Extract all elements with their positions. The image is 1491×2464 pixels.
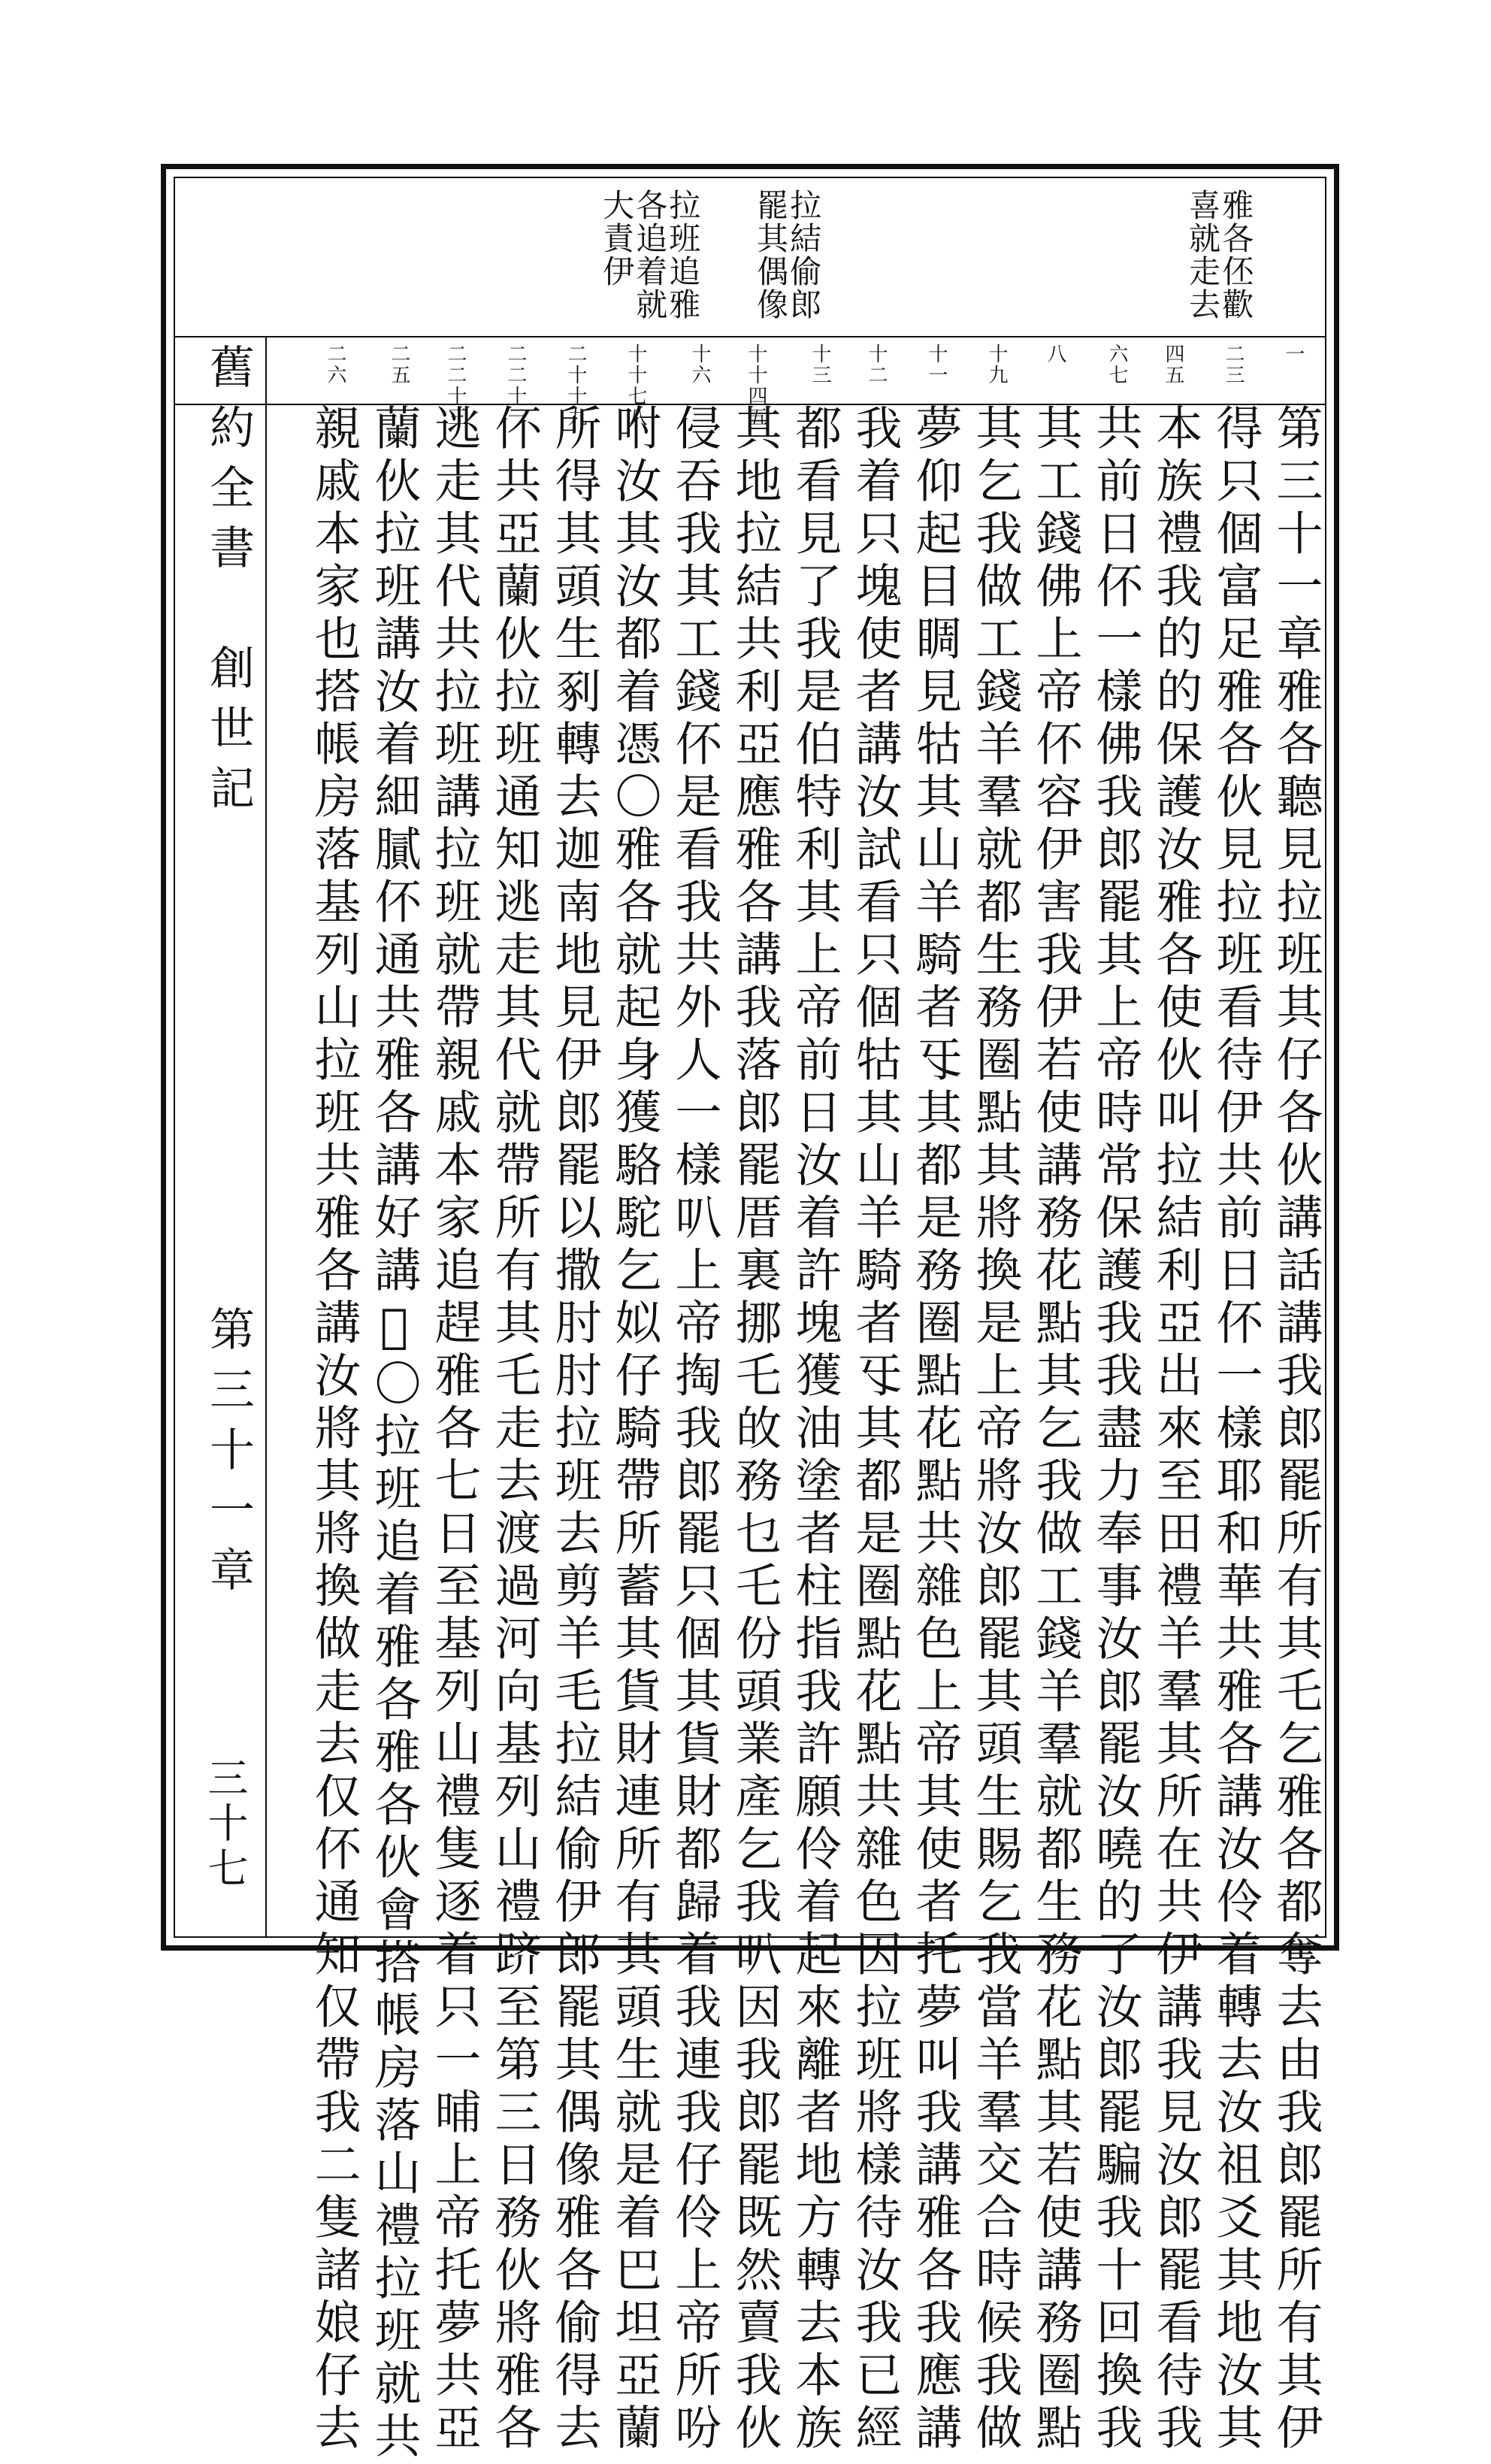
text-column-7: 夢仰起目睭見牯其山羊騎者㸦其都是務圈點花點共雜色上帝其使者托夢叫我講雅各我應講 xyxy=(908,404,963,2456)
text-column-8: 我着只塊使者講汝試看只個牯其山羊騎者㸦其都是圈點花點共雜色因拉班將樣待汝我已經 xyxy=(848,404,903,2456)
verse-number: 一 xyxy=(1282,344,1305,365)
main-text-body xyxy=(175,404,1325,2464)
text-column-6: 其乞我做工錢羊羣就都生務圈點其將換是上帝將汝郎罷其頭生賜乞我當羊羣交合時候我做 xyxy=(968,404,1023,2456)
verse-number: 二二十一 xyxy=(504,344,527,428)
verse-number-band xyxy=(175,336,1325,428)
text-column-9: 都看見了我是伯特利其上帝前日汝着許塊獲油塗者柱指我許願伶着起來離者地方轉去本族 xyxy=(788,404,842,2456)
margin-note-2: 拉結偷郎 罷其偶像 xyxy=(752,189,823,321)
verse-number: 二十十九 xyxy=(564,344,587,428)
text-column-4: 共前日伓一樣佛我郎罷其上帝時常保護我我盡力奉事汝郎罷汝曉的了汝郎罷騙我十回換我 xyxy=(1088,404,1143,2456)
margin-note-3: 拉班追雅 各追着就 大責伊 xyxy=(598,189,702,321)
text-column-12: 咐汝其汝都着憑〇雅各就起身獲駱駝乞姒仔騎帶所蓄其貨財連所有其頭生就是着巴坦亞蘭 xyxy=(607,404,662,2456)
page-frame xyxy=(161,164,1339,2464)
text-column-14: 伓共亞蘭伙拉班通知逃走其代就帶所有其乇走去渡過河向基列山禮跻至第三日務伙將雅各 xyxy=(487,404,542,2456)
frame-inner xyxy=(174,177,1326,2464)
verse-number: 十一 xyxy=(925,344,948,386)
verse-number: 十十七八 xyxy=(625,344,647,428)
verse-number: 十九 xyxy=(985,344,1008,386)
text-column-2: 得只個富足雅各伙見拉班看待伊共前日伓一樣耶和華共雅各講汝伶着轉去汝祖爻其地汝其 xyxy=(1208,404,1263,2456)
text-column-10: 其地拉結共利亞應雅各講我落郎罷厝裏挪乇敀務乜乇份頭業產乞我叭因我郎罷既然賣我伙 xyxy=(727,404,782,2456)
verse-number: 二五 xyxy=(388,344,410,386)
verse-number: 十三 xyxy=(809,344,831,386)
verse-number: 八 xyxy=(1044,344,1066,365)
verse-number: 二二十三 xyxy=(444,344,467,428)
page-number: 三十七 xyxy=(201,1757,249,1892)
verse-number: 十二 xyxy=(865,344,888,386)
text-column-5: 其工錢佛上帝伓容伊害我伊若使講務花點其乞我做工錢羊羣就都生務花點其若使講務圈點 xyxy=(1028,404,1083,2456)
margin-note-1: 雅各伾歡 喜就走去 xyxy=(1184,189,1255,321)
notes-band xyxy=(175,178,1325,338)
verse-number: 二六 xyxy=(324,344,346,386)
verse-number: 十六 xyxy=(688,344,711,386)
text-column-3: 本族禮我的的保護汝雅各使伙叫拉結利亞出來至田禮羊羣其所在共伊講我見汝郎罷看待我 xyxy=(1148,404,1203,2456)
verse-number: 十十四五 xyxy=(745,344,767,428)
text-column-1: 第三十一章雅各聽見拉班其仔各伙講話講我郎罷所有其乇乞雅各都奪去由我郎罷所有其伊 xyxy=(1269,404,1323,2456)
text-column-16: 蘭伙拉班講汝着細膩伓通共雅各講好講𠅇〇拉班追着雅各雅各伙會搭帳房落山禮拉班就共 xyxy=(367,404,422,2464)
verse-number: 六七 xyxy=(1105,344,1128,386)
text-column-17: 親戚本家也搭帳房落基列山拉班共雅各講汝將其將換做走去仅伓通知仅帶我二隻諸娘仔去 xyxy=(307,404,361,2456)
text-column-11: 侵吞我其工錢伓是看我共外人一樣叭上帝掏我郎罷只個其貨財都歸着我連我仔伶上帝所吩 xyxy=(667,404,722,2456)
chapter-label: 第三十一章 xyxy=(202,1306,255,1606)
text-column-15: 逃走其代共拉班講拉班就帶親戚本家追趕雅各七日至基列山禮隻逐着只一晡上帝托夢共亞 xyxy=(427,404,482,2456)
book-title: 舊約全書 創世記 xyxy=(202,344,255,825)
text-column-13: 所得其頭生剢轉去迦南地見伊郎罷以撒肘肘拉班去剪羊毛拉結偷伊郎罷其偶像雅各偷得去 xyxy=(547,404,602,2456)
verse-number: 二三 xyxy=(1222,344,1245,386)
verse-number: 四五 xyxy=(1162,344,1184,386)
